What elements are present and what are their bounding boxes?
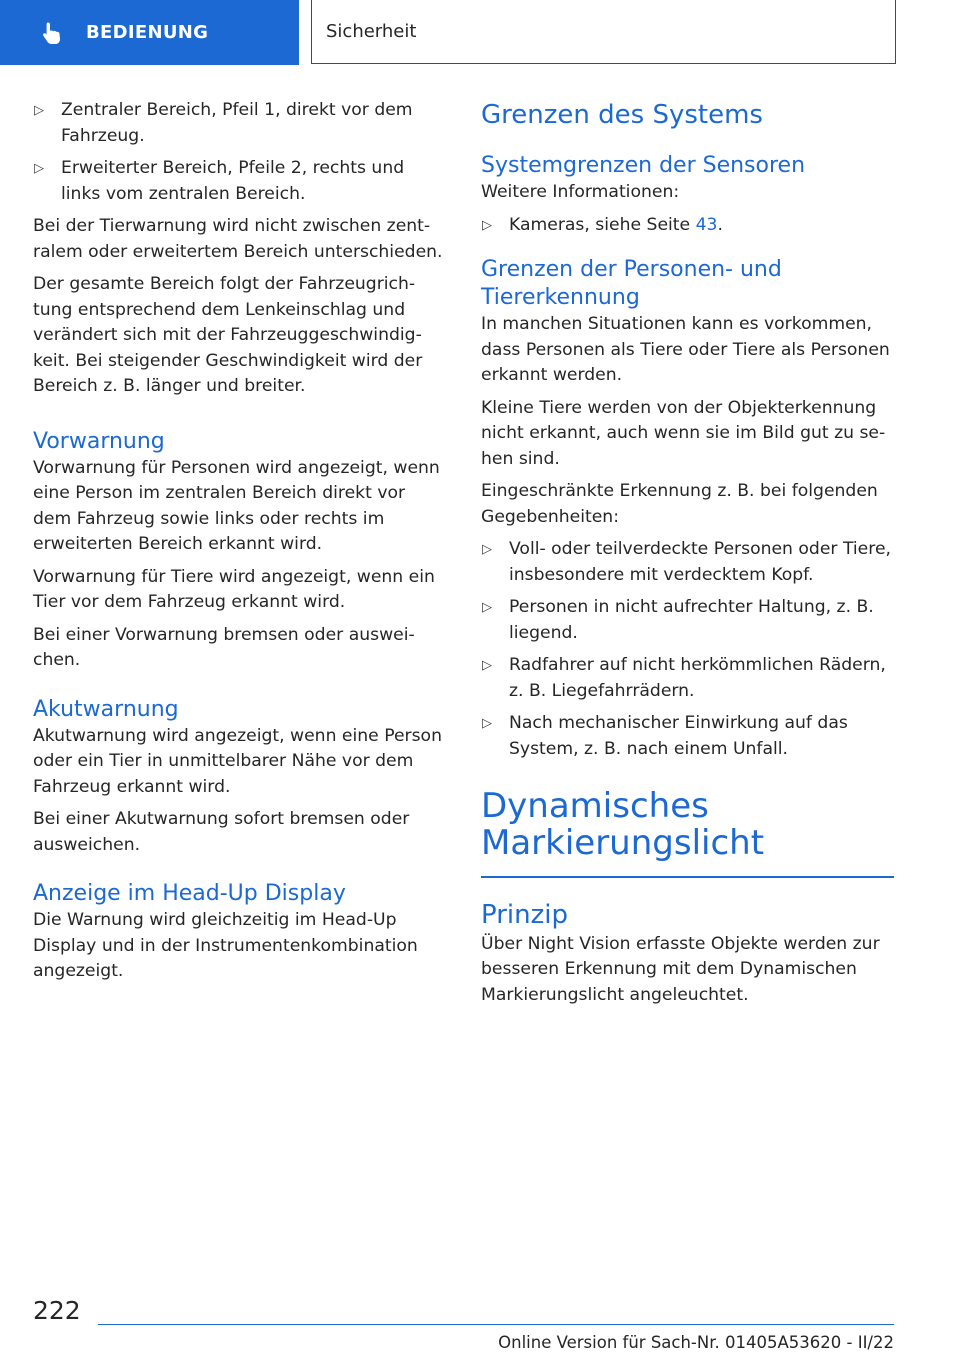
paragraph: Weitere Informationen: bbox=[481, 182, 680, 202]
list-item: ▷ Voll- oder teilverdeckte Personen oder Tiere, insbesondere mit verdecktem Kopf. bbox=[482, 539, 891, 585]
heading-systemgrenzen-sensoren: Systemgrenzen der Sensoren bbox=[481, 153, 806, 178]
paragraph: Vorwarnung für Tiere wird angezeigt, wenn ein Tier vor dem Fahrzeug erkannt wird. bbox=[33, 566, 435, 612]
page-reference-link[interactable]: 43 bbox=[695, 214, 718, 235]
page-number: 222 bbox=[33, 1296, 81, 1325]
list-item: ▷ Zentraler Bereich, Pfeil 1, direkt vor dem Fahrzeug. bbox=[34, 100, 413, 146]
paragraph: Kleine Tiere werden von der Objekterkennung nicht erkannt, auch wenn sie im Bild gut zu sehen sind. bbox=[481, 397, 886, 469]
paragraph: In manchen Situationen kann es vorkommen, dass Personen als Tiere oder Tiere als Personen erkannt werden. bbox=[481, 314, 890, 385]
chapter-header bbox=[311, 0, 896, 64]
heading-dynamisches-markierungslicht: Dynamisches Markierungslicht bbox=[481, 786, 765, 863]
section-tab bbox=[0, 0, 299, 65]
list-item: ▷ Personen in nicht aufrechter Haltung, z. B. liegend. bbox=[482, 597, 874, 643]
chapter-title: Sicherheit bbox=[326, 21, 417, 42]
paragraph: Der gesamte Bereich folgt der Fahrzeugrichtung entsprechend dem Lenkeinschlag und verändert sich mit der Fahrzeuggeschwindigkeit. Bei steigender Geschwindigkeit wird der Bereich z. B. länger und breiter. bbox=[33, 274, 423, 396]
bullet-triangle-icon: ▷ bbox=[482, 217, 492, 233]
bullet-triangle-icon: ▷ bbox=[482, 658, 492, 673]
list-item: ▷ Kameras, siehe Seite 43. bbox=[481, 213, 896, 239]
bullet-triangle-icon: ▷ bbox=[482, 600, 492, 615]
heading-head-up-display: Anzeige im Head-Up Display bbox=[33, 881, 346, 906]
list-item: ▷ Radfahrer auf nicht herkömmlichen Rädern, z. B. Liegefahrrädern. bbox=[482, 655, 886, 701]
paragraph: Über Night Vision erfasste Objekte werden zur besseren Erkennung mit dem Dynamischen Markierungslicht angeleuchtet. bbox=[481, 933, 880, 1005]
paragraph: Bei einer Vorwarnung bremsen oder ausweichen. bbox=[33, 624, 415, 670]
paragraph: Akutwarnung wird angezeigt, wenn eine Person oder ein Tier in unmittelbarer Nähe vor dem Fahrzeug erkannt wird. bbox=[33, 725, 442, 797]
section-tab-label: BEDIENUNG bbox=[86, 22, 209, 43]
right-column bbox=[481, 98, 896, 1015]
heading-prinzip: Prinzip bbox=[481, 899, 568, 930]
bullet-triangle-icon: ▷ bbox=[34, 103, 44, 118]
bullet-triangle-icon: ▷ bbox=[34, 161, 44, 176]
heading-vorwarnung: Vorwarnung bbox=[33, 428, 165, 454]
paragraph: Eingeschränkte Erkennung z. B. bei folgenden Gegebenheiten: bbox=[481, 481, 878, 527]
footer-version: Online Version für Sach-Nr. 01405A53620 - II/22 bbox=[498, 1333, 894, 1352]
list-item: ▷ Nach mechanischer Einwirkung auf das System, z. B. nach einem Unfall. bbox=[482, 713, 848, 759]
heading-grenzen-erkennung: Grenzen der Personen- und Tiererkennung bbox=[481, 257, 782, 310]
heading-akutwarnung: Akutwarnung bbox=[33, 696, 179, 722]
bullet-triangle-icon: ▷ bbox=[482, 542, 492, 557]
paragraph: Die Warnung wird gleichzeitig im Head-Up Display und in der Instrumentenkombination angezeigt. bbox=[33, 910, 418, 981]
footer-divider bbox=[98, 1324, 894, 1325]
left-column bbox=[33, 98, 448, 992]
list-item: ▷ Erweiterter Bereich, Pfeile 2, rechts und links vom zentralen Bereich. bbox=[34, 158, 405, 204]
hand-pointer-icon bbox=[40, 20, 66, 46]
section-divider bbox=[481, 876, 894, 878]
paragraph: Vorwarnung für Personen wird angezeigt, wenn eine Person im zentralen Bereich direkt vor dem Fahrzeug sowie links oder rechts im erweiterten Bereich erkannt wird. bbox=[33, 457, 440, 554]
bullet-triangle-icon: ▷ bbox=[482, 716, 492, 731]
paragraph: Bei der Tierwarnung wird nicht zwischen zentralem oder erweitertem Bereich unterschieden. bbox=[33, 216, 443, 262]
paragraph: Bei einer Akutwarnung sofort bremsen oder ausweichen. bbox=[33, 809, 410, 855]
heading-grenzen-des-systems: Grenzen des Systems bbox=[481, 100, 763, 130]
